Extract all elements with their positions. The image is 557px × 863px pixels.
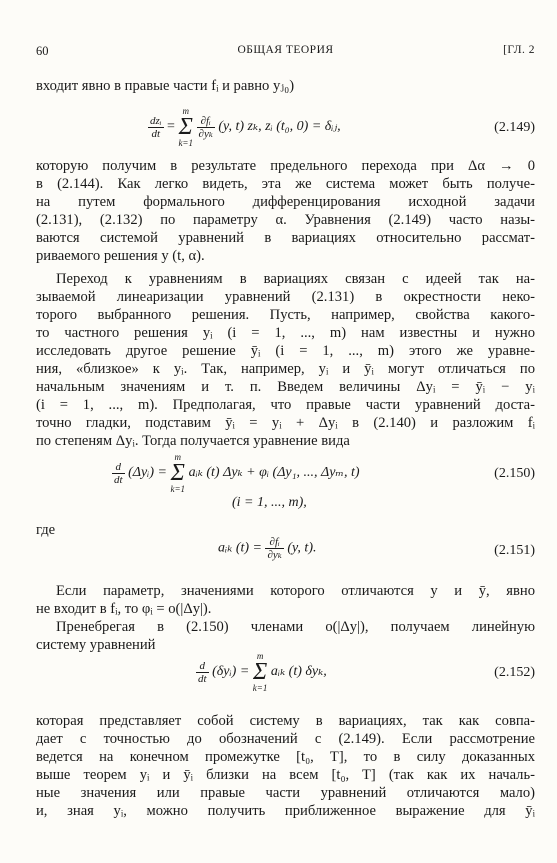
equation-body: (y, t). — [287, 540, 317, 556]
partial-fraction: $\frac{\text{∂fᵢ}}{\text{∂yₖ}}$ — [198, 114, 213, 140]
text-line: не входит в fᵢ, то φᵢ = o(|Δy|). — [36, 601, 212, 617]
text-line: (i = 1, ..., m). Предполагая, что правые части уравнений доста- — [36, 397, 535, 413]
text-line: выше теорем yᵢ и ȳᵢ близки на всем [t₀, T] (так как их началь- — [36, 767, 535, 783]
equation-number: (2.151) — [494, 543, 535, 558]
running-title: ОБЩАЯ ТЕОРИЯ — [237, 44, 334, 56]
text-line: ния, «близкое» к yᵢ. Так, например, yᵢ и ȳᵢ могут отличаться по — [36, 361, 535, 377]
text-line: точно гладки, подставим ȳᵢ = yᵢ + Δyᵢ в (2.140) и разложим fᵢ — [36, 415, 535, 431]
text-line: где — [36, 522, 56, 538]
running-header — [36, 44, 535, 60]
equation-number: (2.152) — [494, 665, 535, 680]
text-line: (2.131), (2.132) по параметру α. Уравнения (2.149) часто назы- — [36, 212, 535, 228]
equation-range: (i = 1, ..., m), — [232, 495, 307, 510]
text-line: исследовать другое решение ȳᵢ (i = 1, ..., m) этого же уравне- — [36, 343, 535, 359]
text-line: ные значения или правые части уравнений отличаются мало) — [36, 785, 535, 801]
text-line: и, зная yᵢ, можно получить приближенное выражение для ȳᵢ — [36, 803, 535, 819]
text-line: по степеням Δyᵢ. Тогда получается уравнение вида — [36, 433, 350, 449]
equation-2-149: $\frac{\text{dzᵢ}}{dt}$ = m Σ k=1 $\frac{\text{∂fᵢ}}{\text{∂yₖ}}$ (y, t) zₖ, zᵢ (t₀, 0) = δᵢⱼ, — [150, 106, 341, 148]
sum-sign: m Σ k=1 — [178, 106, 194, 148]
equation-number: (2.150) — [494, 466, 535, 481]
partial-fraction: $\frac{\text{∂fᵢ}}{\text{∂yₖ}}$ — [267, 536, 282, 561]
text-line: Переход к уравнениям в вариациях связан с идеей так на- — [56, 271, 535, 287]
text-line: риваемого решения y (t, α). — [36, 248, 205, 264]
equation-body: (y, t) zₖ, zᵢ (t₀, 0) = δᵢⱼ, — [218, 119, 341, 135]
fraction: $\frac{\text{dzᵢ}}{dt}$ — [150, 114, 162, 140]
text-line: ведется на конечном промежутке [t₀, T], то в силу доказанных — [36, 749, 535, 765]
equation-2-150: $\frac{d}{dt}$ (Δyᵢ) = m Σ k=1 aᵢₖ (t) Δyₖ + φᵢ (Δy₁, ..., Δyₘ, t) — [114, 452, 360, 494]
sum-sign: m Σ k=1 — [252, 651, 268, 693]
sum-sign: m Σ k=1 — [170, 452, 186, 494]
equation-2-151: aᵢₖ (t) = $\frac{\text{∂fᵢ}}{\text{∂yₖ}}$ (y, t). — [218, 536, 317, 561]
fraction: $\frac{d}{dt}$ — [198, 659, 207, 685]
fraction: $\frac{d}{dt}$ — [114, 460, 123, 486]
text-line: ваются системой уравнений в вариациях относительно рассмат- — [36, 230, 535, 246]
text-line: систему уравнений — [36, 637, 156, 653]
text-line: Пренебрегая в (2.150) членами o(|Δy|), получаем линейную — [56, 619, 535, 635]
page-number: 60 — [36, 44, 49, 58]
text-line: зываемой линеаризации уравнений (2.131) в окрестности неко- — [36, 289, 535, 305]
text-line: Если параметр, значениями которого отличаются y и ȳ, явно — [56, 583, 535, 599]
equation-body: aᵢₖ (t) Δyₖ + φᵢ (Δy₁, ..., Δyₘ, t) — [188, 465, 360, 481]
text-line: которая представляет собой систему в вариациях, так как совпа- — [36, 713, 535, 729]
text-line: торого выбранного решения. Пусть, например, свойства какого- — [36, 307, 535, 323]
text-line: дает с точностью до обозначений с (2.149). Если рассмотрение — [36, 731, 535, 747]
text-line: в (2.144). Как легко видеть, эта же система может быть получе- — [36, 176, 535, 192]
text-line: которую получим в результате предельного перехода при Δα → 0 — [36, 158, 535, 174]
equation-body: aᵢₖ (t) δyₖ, — [270, 664, 327, 680]
equation-number: (2.149) — [494, 120, 535, 135]
chapter-label: [ГЛ. 2 — [503, 44, 535, 56]
text-line: то частного решения yᵢ (i = 1, ..., m) нам известны и нужно — [36, 325, 535, 341]
text-line: начальным значениям и т. п. Введем величины Δyᵢ = ȳᵢ − yᵢ — [36, 379, 535, 395]
equation-2-152: $\frac{d}{dt}$ (δyᵢ) = m Σ k=1 aᵢₖ (t) δyₖ, — [198, 651, 327, 693]
text-line: входит явно в правые части fᵢ и равно yⱼ₀) — [36, 78, 295, 94]
text-line: на путем формального дифференцирования исходной задачи — [36, 194, 535, 210]
